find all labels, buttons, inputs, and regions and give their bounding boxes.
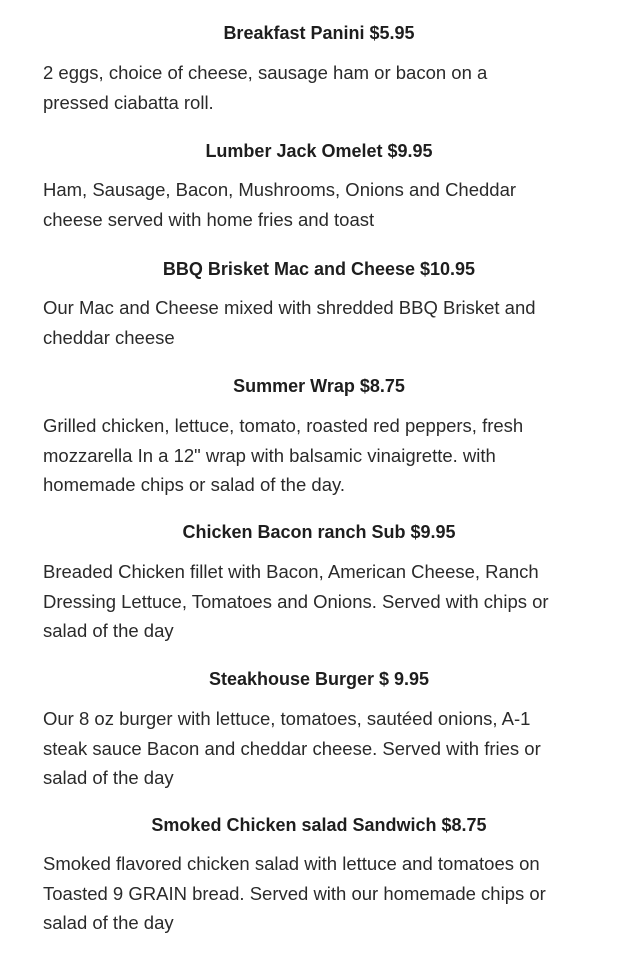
item-title: Steakhouse Burger $ 9.95	[208, 669, 430, 689]
item-title: Smoked Chicken salad Sandwich $8.75	[151, 815, 487, 835]
description-line: Ham, Sausage, Bacon, Mushrooms, Onions and Cheddar	[43, 179, 517, 200]
item-title: Breakfast Panini $5.95	[223, 23, 415, 43]
description-line: pressed ciabatta roll.	[43, 91, 214, 113]
description-line: salad of the day	[43, 620, 174, 641]
description-line: Grilled chicken, lettuce, tomato, roasted red peppers, fresh	[43, 415, 524, 436]
description-line: salad of the day	[43, 912, 174, 933]
item-description	[43, 175, 603, 234]
description-line: cheddar cheese	[43, 326, 175, 348]
item-description	[43, 411, 603, 500]
item-description	[43, 58, 603, 117]
description-line: steak sauce Bacon and cheddar cheese. Served with fries or	[43, 737, 541, 759]
description-line: 2 eggs, choice of cheese, sausage ham or bacon on a	[43, 62, 488, 83]
description-line: Dressing Lettuce, Tomatoes and Onions. Served with chips or	[43, 590, 549, 612]
description-line: Breaded Chicken fillet with Bacon, American Cheese, Ranch	[43, 561, 539, 582]
description-line: Our Mac and Cheese mixed with shredded BBQ Brisket and	[43, 297, 536, 318]
description-line: salad of the day	[43, 767, 174, 788]
description-line: mozzarella In a 12" wrap with balsamic vinaigrette. with	[43, 444, 496, 466]
description-line: Toasted 9 GRAIN bread. Served with our homemade chips or	[43, 882, 546, 904]
item-description	[43, 704, 603, 793]
item-description	[43, 557, 603, 646]
item-title: Chicken Bacon ranch Sub $9.95	[182, 522, 456, 542]
description-line: cheese served with home fries and toast	[43, 208, 375, 230]
description-line: Smoked flavored chicken salad with lettuce and tomatoes on	[43, 853, 540, 874]
item-description	[43, 849, 603, 938]
item-title: BBQ Brisket Mac and Cheese $10.95	[162, 259, 476, 279]
item-title: Lumber Jack Omelet $9.95	[205, 141, 433, 161]
item-title: Summer Wrap $8.75	[233, 376, 405, 396]
item-description	[43, 293, 603, 352]
description-line: Our 8 oz burger with lettuce, tomatoes, sautéed onions, A-1	[43, 708, 531, 729]
description-line: homemade chips or salad of the day.	[43, 474, 345, 495]
